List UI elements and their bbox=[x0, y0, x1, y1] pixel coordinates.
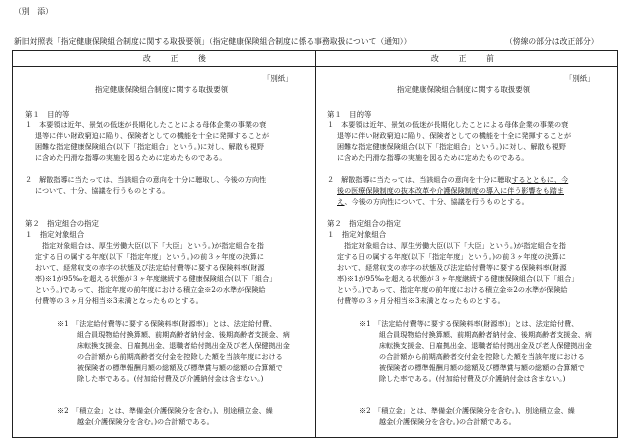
s2-line: 指定対象組合は、厚生労働大臣(以下「大臣」という。)が指定組合を指 bbox=[344, 241, 566, 250]
s2-line: 率)※1が95‰を超える状態が３ヶ年度継続する健康保険組合(以下「組合」 bbox=[35, 274, 277, 283]
s1-p1-line: 困難な指定健康保険組合(以下「指定組合」という。)に対し、解散も視野 bbox=[337, 142, 566, 151]
note-2-line: 越金(介護保険分を含む。)の合計額である。 bbox=[379, 417, 516, 426]
s2-line: という。)であって、指定年度の前年度における積立金※2の水準が保険給 bbox=[35, 285, 266, 294]
note-1-line: 組合員現物給付換算額、前期高齢者納付金、後期高齢者支援金、病 bbox=[77, 330, 290, 339]
s2-line: 付費等の３ヶ月分相当※3未満となったものとする。 bbox=[35, 296, 203, 305]
s2-line: 定する日の属する年度(以下「指定年度」という。)の前３ヶ年度の決算に bbox=[337, 252, 566, 261]
s1-p2-line: ２ 解散指導に当たっては、当該組合の意向を十分に聴取し、今後の方向性 bbox=[25, 175, 267, 184]
s1-p1-line: 退等に伴い財政窮迫に陥り、保険者としての機能を十全に発揮することが bbox=[35, 131, 270, 140]
comparison-title: 新旧対照表「指定健康保険組合制度に関する取扱要領」（指定健康保険組合制度に係る事務取扱について（通知）） bbox=[14, 37, 412, 46]
s2-line: という。)であって、指定年度の前年度における積立金※2の水準が保険給 bbox=[337, 285, 568, 294]
bessi-label: 「別紙」 bbox=[263, 74, 293, 83]
s1-p2-line bbox=[327, 175, 568, 184]
note-1-line: 床転換支援金、日雇拠出金、退職者給付拠出金及び老人保健拠出金 bbox=[77, 341, 290, 350]
section-2-heading: 第２ 指定組合の指定 bbox=[25, 219, 99, 228]
note-1-line: ※1 「法定給付費等に要する保険料率(財源率)」とは、法定給付費、 bbox=[57, 319, 277, 328]
s2-line: 定する日の属する年度(以下「指定年度」という。)の前３ヶ年度の決算に bbox=[35, 252, 264, 261]
s1-p2-line bbox=[337, 197, 529, 206]
s1-p2-line: について、十分、協議を行うものとする。 bbox=[35, 186, 170, 195]
current-column-header: 改 正 前 bbox=[431, 54, 500, 63]
s2-line: おいて、経常収支の赤字の状態及び法定給付費等に要する保険料率(財源 bbox=[35, 263, 265, 272]
s1-p1-line: 退等に伴い財政窮迫に陥り、保険者としての機能を十全に発揮することが bbox=[337, 131, 572, 140]
revision-note: （傍線の部分は改正部分） bbox=[505, 37, 599, 46]
section-1-heading: 第１ 目的等 bbox=[25, 110, 70, 119]
betsu-label: （別 添） bbox=[14, 7, 53, 16]
note-1-line: 被保険者の標準報酬月額の総額及び標準賞与額の総額の合算額で bbox=[379, 363, 585, 372]
s1-p2-underlined: え bbox=[337, 197, 345, 206]
s1-p1-line: に含めた円滑な指導の実施を図るために定めたものである。 bbox=[35, 153, 227, 162]
s2-line: 付費等の３ヶ月分相当※3未満となったものとする。 bbox=[337, 296, 505, 305]
note-1-line: ※1 「法定給付費等に要する保険料率(財源率)」とは、法定給付費、 bbox=[359, 319, 579, 328]
header-divider bbox=[13, 66, 617, 67]
section-1-heading: 第１ 目的等 bbox=[327, 110, 372, 119]
note-1-line: の合計額から前期高齢者交付金を控除した額を当該年度における bbox=[379, 352, 585, 361]
s1-p2-text: 、今後の方向性について、十分、協議を行うものとする。 bbox=[344, 197, 529, 206]
section-2-heading: 第２ 指定組合の指定 bbox=[327, 219, 401, 228]
note-2-line: ※2 「積立金」とは、準備金(介護保険分を含む。)、別途積立金、繰 bbox=[57, 406, 273, 415]
s2-line: 指定対象組合は、厚生労働大臣(以下「大臣」という。)が指定組合を指 bbox=[42, 241, 264, 250]
note-1-line: 組合員現物給付換算額、前期高齢者納付金、後期高齢者支援金、病 bbox=[379, 330, 592, 339]
s1-p2-underlined: 後の医療保険制度の抜本改革や介護保険制度の導入に伴う影響をも踏ま bbox=[337, 186, 564, 195]
note-1-line: 除した率である。(付加給付費及び介護納付金は含まない。) bbox=[77, 374, 264, 383]
comparison-table bbox=[12, 50, 618, 438]
note-1-line: の合計額から前期高齢者交付金を控除した額を当該年度における bbox=[77, 352, 283, 361]
s1-p1-line: 困難な指定健康保険組合(以下「指定組合」という。)に対し、解散も視野 bbox=[35, 142, 264, 151]
note-2-line: ※2 「積立金」とは、準備金(介護保険分を含む。)、別途積立金、繰 bbox=[359, 406, 575, 415]
section-2-subheading: １ 指定対象組合 bbox=[327, 230, 387, 239]
s1-p1-line: １ 本要領は近年、景気の低迷が長期化したことによる母体企業の事業の衰 bbox=[25, 120, 267, 129]
revised-column-header: 改 正 後 bbox=[143, 54, 212, 63]
s1-p2-line bbox=[337, 186, 564, 195]
s1-p1-line: １ 本要領は近年、景気の低迷が長期化したことによる母体企業の事業の衰 bbox=[327, 120, 569, 129]
section-2-subheading: １ 指定対象組合 bbox=[25, 230, 85, 239]
document-title: 指定健康保険組合制度に関する取扱要領 bbox=[397, 85, 531, 94]
document-title: 指定健康保険組合制度に関する取扱要領 bbox=[95, 85, 229, 94]
s1-p1-line: に含めた円滑な指導の実施を図るために定めたものである。 bbox=[337, 153, 529, 162]
note-1-line: 除した率である。(付加給付費及び介護納付金は含まない。) bbox=[379, 374, 566, 383]
s2-line: 率)※1が95‰を超える状態が３ヶ年度継続する健康保険組合(以下「組合」 bbox=[337, 274, 579, 283]
bessi-label: 「別紙」 bbox=[565, 74, 595, 83]
note-1-line: 床転換支援金、日雇拠出金、退職者給付拠出金及び老人保健拠出金 bbox=[379, 341, 592, 350]
note-2-line: 越金(介護保険分を含む。)の合計額である。 bbox=[77, 417, 214, 426]
s2-line: おいて、経常収支の赤字の状態及び法定給付費等に要する保険料率(財源 bbox=[337, 263, 567, 272]
s1-p2-text: ２ 解散指導に当たっては、当該組合の意向を十分に聴取 bbox=[327, 175, 512, 184]
s1-p2-underlined: するとともに、今 bbox=[511, 175, 569, 184]
note-1-line: 被保険者の標準報酬月額の総額及び標準賞与額の総額の合算額で bbox=[77, 363, 283, 372]
column-divider bbox=[315, 51, 316, 437]
